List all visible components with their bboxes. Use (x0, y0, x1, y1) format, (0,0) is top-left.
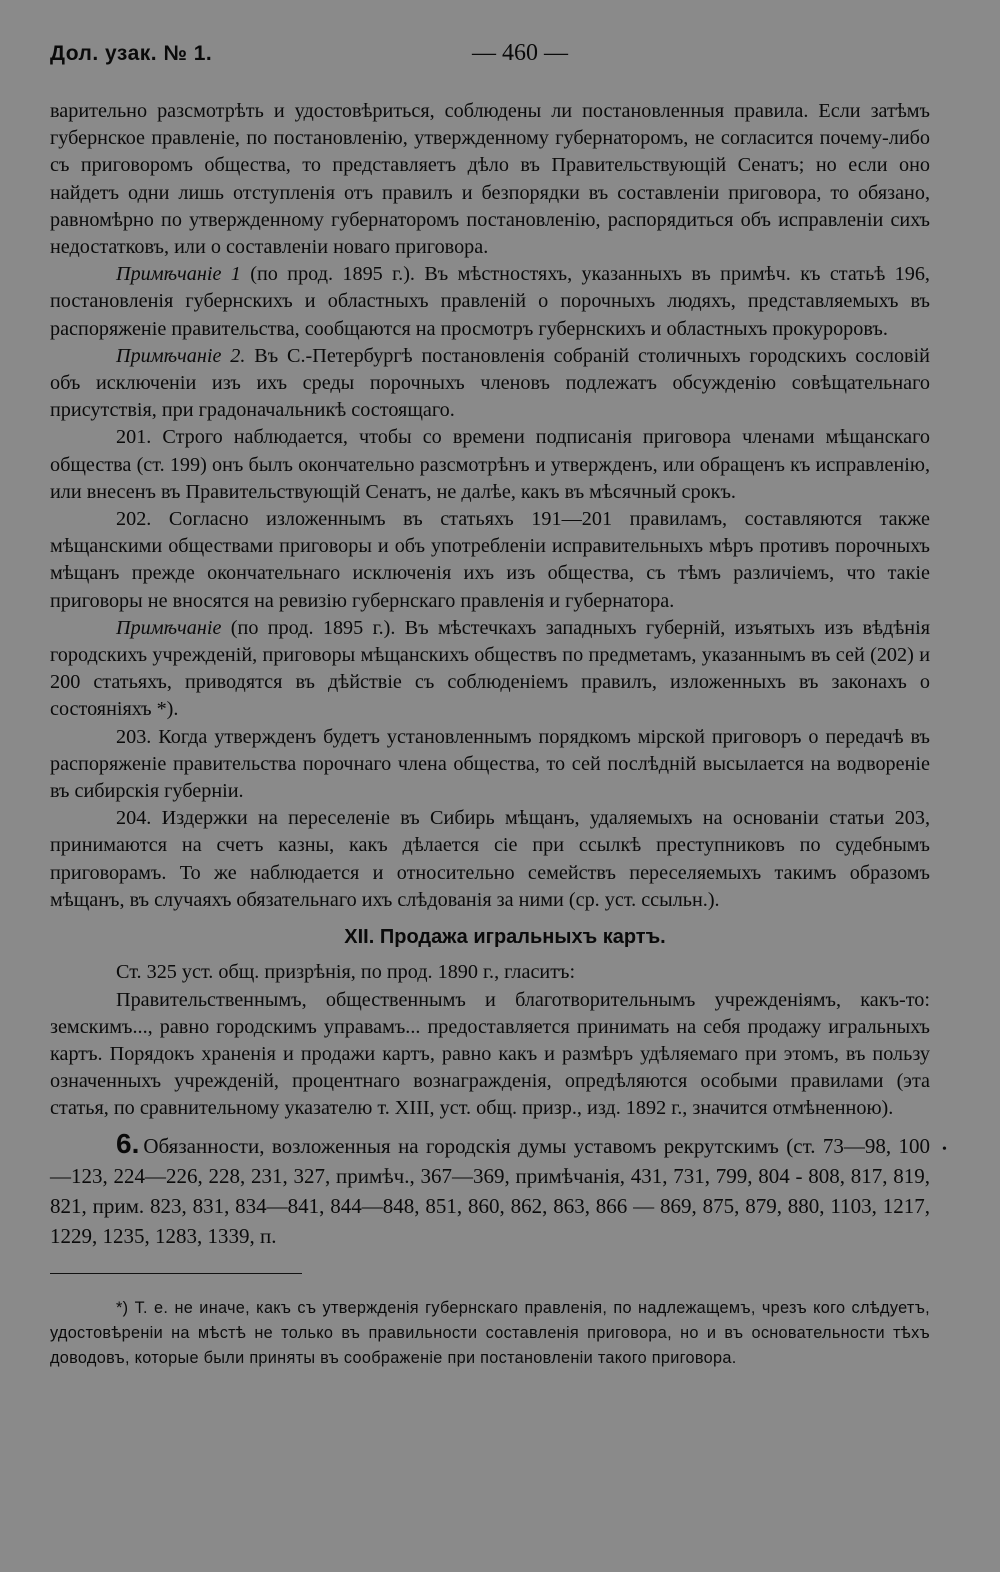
section-6-text: Обязанности, возложенныя на городскія думы уставомъ рекрутскимъ (ст. 73—98, 100—123, 224—226, 228, 231, 327, примѣч., 367—369, примѣчанія, 431, 731, 799, 804 - 808, 817, 819, 821, прим. 823, 831, 834—841, 844—848, 851, 860, 862, 863, 866 — 869, 875, 879, 880, 1103, 1217, 1229, 1235, 1283, 1339, п. (50, 1133, 930, 1248)
footnote-text: Т. е. не иначе, какъ съ утвержденія губернскаго правленія, по надлежащемъ, чрезъ кого слѣдуетъ, удостовѣреніи на мѣстѣ не только въ правильности составленія приговора, но и въ основательности тѣхъ доводовъ, которые были приняты въ соображеніе при постановленіи такого приговора. (50, 1298, 930, 1367)
note-label: Примѣчаніе 1 (116, 263, 241, 286)
note-paragraph: Примѣчаніе 2. Въ С.-Петербургѣ постановленія собраній столичныхъ городскихъ сословій объ исключеніи изъ ихъ среды порочныхъ членовъ подлежатъ обсужденію совѣщательнаго присутствія, при градоначальникѣ состоящаго. (50, 344, 930, 422)
margin-mark: • (942, 1142, 947, 1157)
note-paragraph: Примѣчаніе 1 (по прод. 1895 г.). Въ мѣстностяхъ, указанныхъ въ примѣч. къ статьѣ 196, постановленія губернскихъ и областныхъ правленій о порочныхъ людяхъ, представляемыхъ въ распоряженіе правительства, сообщаются на просмотръ губернскихъ и областныхъ прокуроровъ. (50, 263, 930, 340)
note-paragraph: Примѣчаніе (по прод. 1895 г.). Въ мѣстечкахъ западныхъ губерній, изъятыхъ изъ вѣдѣнія городскихъ учрежденій, приговоры мѣщанскихъ обществъ по предметамъ, указаннымъ въ сей (202) и 200 статьяхъ, приводятся въ дѣйствіе съ соблюденіемъ правилъ, изложенныхъ въ законахъ о состояніяхъ *). (50, 616, 930, 721)
article-202: 202. Согласно изложеннымъ въ статьяхъ 191—201 правиламъ, составляются также мѣщанскими обществами приговоры и объ употребленіи исправительныхъ мѣръ противъ порочныхъ мѣщанъ прежде окончательнаго исключенія ихъ изъ общества, съ тѣмъ различіемъ, что такіе приговоры не вносятся на ревизію губернскаго правленія и губернатора. (50, 508, 930, 612)
note-label: Примѣчаніе (116, 616, 222, 639)
section-number: 6. (116, 1127, 140, 1159)
document-page (50, 40, 930, 1371)
paragraph: Ст. 325 уст. общ. призрѣнія, по прод. 1890 г., гласитъ: (116, 961, 576, 984)
section-6 (50, 1129, 930, 1251)
article-201: 201. Строго наблюдается, чтобы со времени подписанія приговора членами мѣщанскаго общества (ст. 199) онъ былъ окончательно разсмотрѣнъ и утвержденъ, или обращенъ къ исправленію, или внесенъ въ Правительствующій Сенатъ, не далѣе, какъ въ мѣсячный срокъ. (50, 426, 930, 503)
footnote-mark: *) (116, 1298, 129, 1317)
page-number: — 460 — (472, 40, 568, 66)
section-xii-title: XII. Продажа игральныхъ картъ. (344, 926, 666, 949)
main-text (50, 98, 930, 1123)
running-head: Дол. узак. № 1. (50, 42, 213, 65)
footnote-divider (50, 1273, 302, 1274)
paragraph: варительно разсмотрѣть и удостовѣриться, соблюдены ли постановленныя правила. Если затѣмъ губернское правленіе, по постановленію, утвержденному губернаторомъ, не согласится почему-либо съ приговоромъ общества, то представляетъ дѣло въ Правительствующій Сенатъ; но если оно найдетъ одни лишь отступленія отъ правилъ и безпорядки въ составленіи приговора, то обязано, равномѣрно по утвержденному губернаторомъ постановленію, распорядиться объ исправленіи сихъ недостатковъ, или о составленіи новаго приговора. (50, 100, 930, 259)
article-204: 204. Издержки на переселеніе въ Сибирь мѣщанъ, удаляемыхъ на основаніи статьи 203, принимаются на счетъ казны, какъ дѣлается сіе при ссылкѣ преступниковъ по судебнымъ приговорамъ. То же наблюдается и относительно семействъ переселяемыхъ такимъ образомъ мѣщанъ, въ случаяхъ обязательнаго ихъ слѣдованія за ними (ср. уст. ссыльн.). (50, 807, 930, 911)
footnote (50, 1296, 930, 1371)
page-header (50, 40, 930, 74)
paragraph: Правительственнымъ, общественнымъ и благотворительнымъ учрежденіямъ, какъ-то: земскимъ..., равно городскимъ управамъ... предоставляется принимать на себя продажу игральныхъ картъ. Порядокъ храненія и продажи картъ, равно какъ и размѣръ удѣляемаго при этомъ, въ пользу означенныхъ учрежденій, процентнаго вознагражденія, опредѣляются особыми правилами (эта статья, по сравнительному указателю т. XIII, уст. общ. призр., изд. 1892 г., значится отмѣненною). (50, 988, 930, 1120)
article-203: 203. Когда утвержденъ будетъ установленнымъ порядкомъ мірской приговоръ о передачѣ въ распоряженіе правительства порочнаго члена общества, то сей послѣдній высылается на водвореніе въ сибирскія губерніи. (50, 725, 930, 803)
note-label: Примѣчаніе 2. (116, 344, 246, 367)
